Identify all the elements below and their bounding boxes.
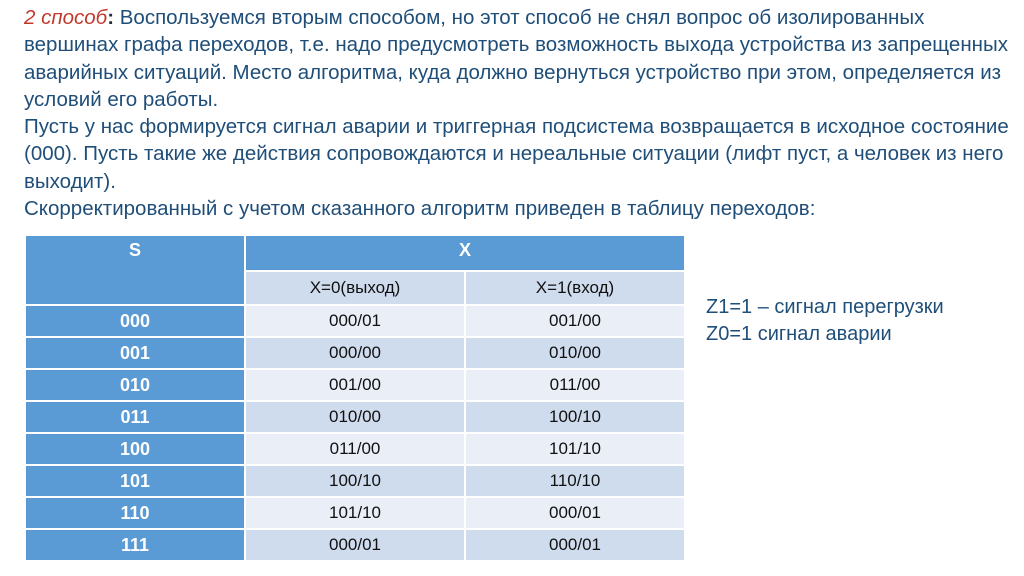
x1-cell: 000/01 [465,497,685,529]
state-cell: 010 [25,369,245,401]
transition-table [24,234,686,562]
x0-cell: 001/00 [245,369,465,401]
paragraph-3: Скорректированный с учетом сказанного алгоритм приведен в таблицу переходов: [24,197,816,221]
header-x0: X=0(выход) [245,271,465,305]
header-input: X [245,235,685,271]
x0-cell: 100/10 [245,465,465,497]
table-row [25,401,685,433]
signal-legend [706,294,944,348]
x1-cell: 011/00 [465,369,685,401]
paragraph-1-text: Воспользуемся вторым способом, но этот способ не снял вопрос об изолированных вершинах графа переходов, т.е. надо предусмотреть возможность выхода устройства из запрещенных аварийных ситуаций. Место алгоритма, куда должно вернуться устройство при этом, определяется из условий его работы. [24,6,1008,111]
table-row [25,369,685,401]
header-state: S [25,235,245,305]
legend-z1: Z1=1 – сигнал перегрузки [706,296,944,318]
x0-cell: 000/01 [245,529,465,561]
state-cell: 111 [25,529,245,561]
method-label: 2 способ [24,6,108,29]
explanation-text [24,4,1014,222]
x1-cell: 101/10 [465,433,685,465]
table-row [25,305,685,337]
table-row [25,529,685,561]
paragraph-2: Пусть у нас формируется сигнал аварии и триггерная подсистема возвращается в исходное состояние (000). Пусть такие же действия сопровождаются и нереальные ситуации (лифт пуст, а человек из него выходит). [24,115,1009,193]
state-cell: 110 [25,497,245,529]
table-row [25,337,685,369]
paragraph-1 [24,4,1014,113]
table-row [25,497,685,529]
legend-z0: Z0=1 сигнал аварии [706,323,892,345]
x1-cell: 110/10 [465,465,685,497]
table-row [25,433,685,465]
state-cell: 100 [25,433,245,465]
method-colon: : [107,6,115,29]
state-cell: 001 [25,337,245,369]
state-cell: 011 [25,401,245,433]
state-cell: 000 [25,305,245,337]
x0-cell: 000/00 [245,337,465,369]
x1-cell: 100/10 [465,401,685,433]
state-cell: 101 [25,465,245,497]
x0-cell: 011/00 [245,433,465,465]
x0-cell: 101/10 [245,497,465,529]
table-row [25,465,685,497]
x0-cell: 010/00 [245,401,465,433]
x1-cell: 000/01 [465,529,685,561]
x1-cell: 001/00 [465,305,685,337]
x1-cell: 010/00 [465,337,685,369]
x0-cell: 000/01 [245,305,465,337]
header-x1: X=1(вход) [465,271,685,305]
